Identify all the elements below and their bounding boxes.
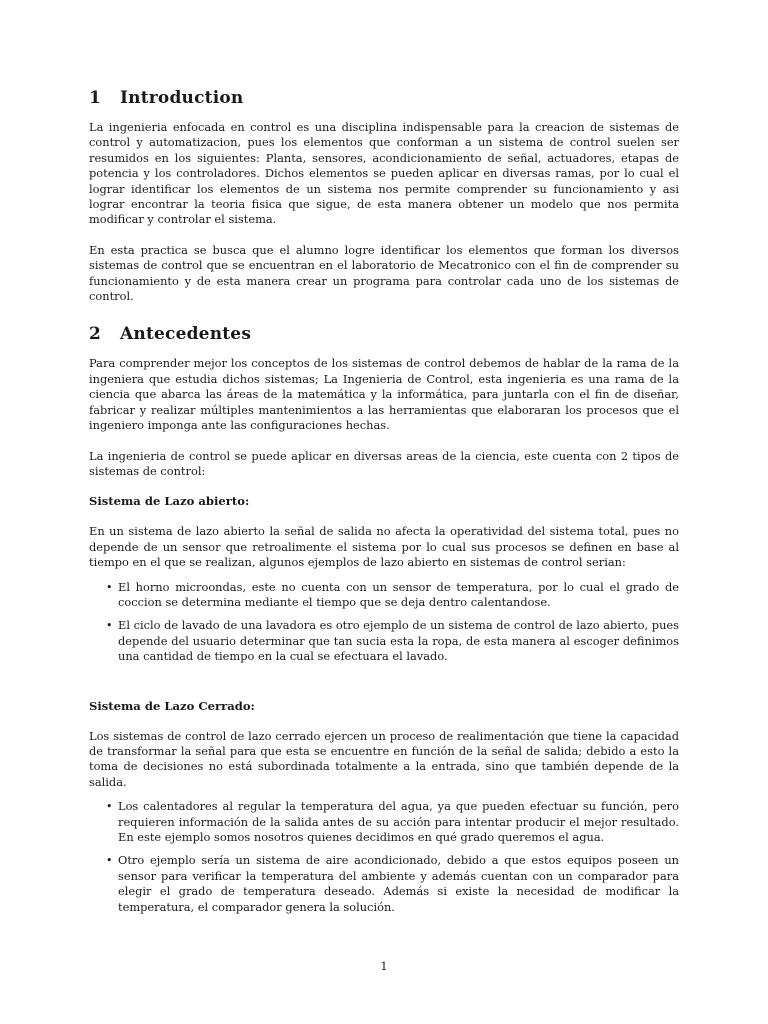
intro-paragraph-1: La ingenieria enfocada en control es una disciplina indispensable para la creacion de sistemas de control y automatizacion, pues los elementos que conforman a un sistema de control suelen ser resumidos en los siguientes: Planta, sensores, acondicionamiento de señal, actuadores, etapas de potencia y los controladores. Dichos elementos se pueden aplicar en diversas ramas, por lo cual el lograr identificar los elementos de un sistema nos permite comprender su funcionamiento y asi lograr encontrar la teoria fisica que sigue, de esta manera obtener un modelo que nos permita modificar y controlar el sistema. <box>89 120 679 227</box>
list-item-text: Otro ejemplo sería un sistema de aire acondicionado, debido a que estos equipos poseen un sensor para verificar la temperatura del ambiente y además cuentan con un comparador para elegir el grado de temperatura deseado. Además si existe la necesidad de modificar la temperatura, el comparador genera la solución. <box>118 853 679 914</box>
antecedentes-paragraph-1: Para comprender mejor los conceptos de los sistemas de control debemos de hablar de la rama de la ingeniera que estudia dichos sistemas; La Ingenieria de Control, esta ingenieria es una rama de la ciencia que abarca las áreas de la matemática y la informática, para juntarla con el fin de diseñar, fabricar y realizar múltiples mantenimientos a las herramientas que elaboraran los procesos que el ingeniero imponga ante las configuraciones hechas. <box>89 356 679 433</box>
bullet-icon: • <box>106 580 113 594</box>
section-number: 1 <box>89 88 102 108</box>
open-loop-heading: Sistema de Lazo abierto: <box>89 494 250 509</box>
list-item <box>89 799 679 845</box>
list-item <box>89 580 679 611</box>
list-item <box>89 618 679 664</box>
bullet-icon: • <box>106 800 113 814</box>
list-item <box>89 853 679 915</box>
section-heading-introduction <box>89 88 679 108</box>
list-item-text: El horno microondas, este no cuenta con un sensor de temperatura, por lo cual el grado de coccion se determina mediante el tiempo que se deja dentro calentandose. <box>118 579 679 609</box>
list-item-text: El ciclo de lavado de una lavadora es otro ejemplo de un sistema de control de lazo abierto, pues depende del usuario determinar que tan sucia esta la ropa, de esta manera al escoger definimos una cantidad de tiempo en la cual se efectuara el lavado. <box>118 618 679 664</box>
closed-loop-list <box>89 799 679 915</box>
page-number: 1 <box>380 959 388 973</box>
intro-paragraph-2: En esta practica se busca que el alumno logre identificar los elementos que forman los diversos sistemas de control que se encuentran en el laboratorio de Mecatronico con el fin de comprender su funcionamiento y de esta manera crear un programa para controlar cada uno de los sistemas de control. <box>89 242 679 304</box>
section-title: Antecedentes <box>120 324 252 345</box>
antecedentes-paragraph-2: La ingenieria de control se puede aplicar en diversas areas de la ciencia, este cuenta con 2 tipos de sistemas de control: <box>89 448 679 478</box>
list-item-text: Los calentadores al regular la temperatura del agua, ya que pueden efectuar su función, pero requieren información de la salida antes de su acción para intentar producir el mejor resultado. En este ejemplo somos nosotros quienes decidimos en qué grado queremos el agua. <box>118 799 679 844</box>
open-loop-list <box>89 580 679 665</box>
section-number: 2 <box>89 324 102 345</box>
closed-loop-heading: Sistema de Lazo Cerrado: <box>89 698 255 713</box>
open-loop-paragraph: En un sistema de lazo abierto la señal de salida no afecta la operatividad del sistema total, pues no depende de un sensor que retroalimente el sistema por lo cual sus procesos se definen en base al tiempo en el que se realizan, algunos ejemplos de lazo abierto en sistemas de control serian: <box>89 524 679 570</box>
document-page <box>89 88 679 915</box>
bullet-icon: • <box>106 854 113 868</box>
bullet-icon: • <box>106 619 113 633</box>
section-title: Introduction <box>120 88 244 108</box>
closed-loop-paragraph: Los sistemas de control de lazo cerrado ejercen un proceso de realimentación que tiene la capacidad de transformar la señal para que esta se encuentre en función de la señal de salida; debido a esto la toma de decisiones no está subordinada totalmente a la entrada, sino que también depende de la salida. <box>89 728 679 789</box>
section-heading-antecedentes <box>89 324 679 344</box>
